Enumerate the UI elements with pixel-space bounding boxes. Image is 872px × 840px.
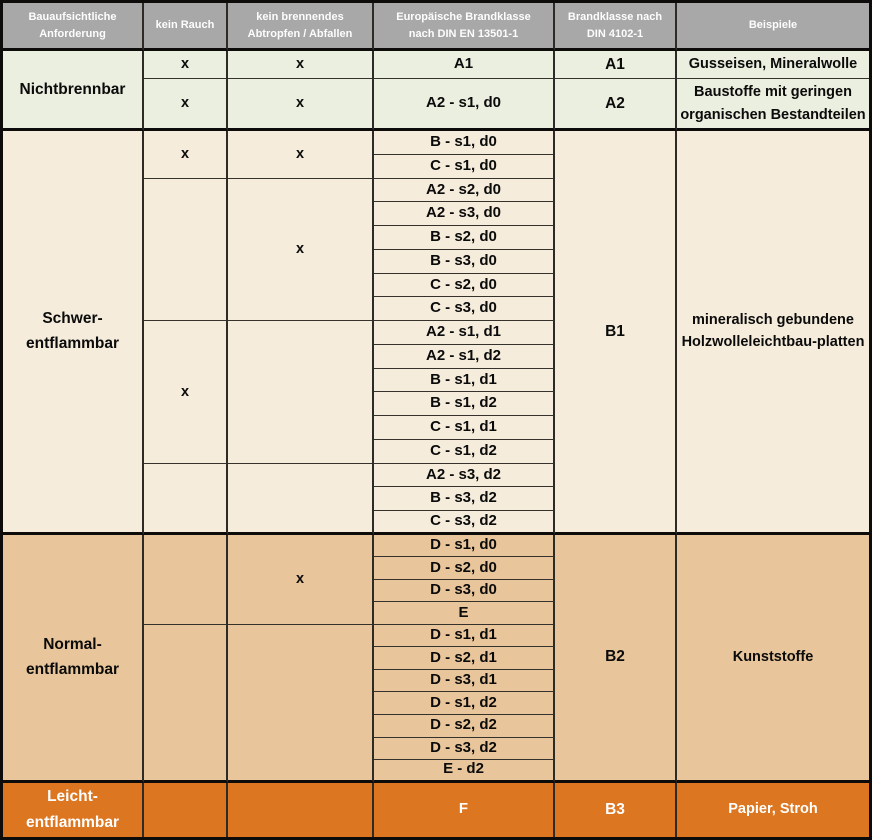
cell-kein-rauch [144,625,228,783]
cell-euro-brandklasse: C - s3, d0 [374,297,555,321]
cell-euro-brandklasse: C - s3, d2 [374,511,555,535]
cell-beispiel: mineralisch gebundene Holzwolleleichtbau-platten [677,131,869,535]
cell-kein-abtropfen [228,625,374,783]
cell-kein-abtropfen: x [228,535,374,625]
cell-kein-abtropfen [228,464,374,535]
cell-euro-brandklasse: D - s1, d1 [374,625,555,648]
cell-euro-brandklasse: C - s1, d0 [374,155,555,179]
cell-beispiel: Baustoffe mit geringen organischen Bestandteilen [677,79,869,131]
cell-euro-brandklasse: A2 - s3, d2 [374,464,555,488]
cell-euro-brandklasse: D - s2, d2 [374,715,555,738]
cell-euro-brandklasse: B - s3, d2 [374,487,555,511]
header-beispiele: Beispiele [677,3,869,51]
section-requirement: Schwer-entflammbar [3,131,144,535]
cell-beispiel: Kunststoffe [677,535,869,783]
cell-kein-rauch [144,535,228,625]
cell-euro-brandklasse: A2 - s1, d0 [374,79,555,131]
cell-euro-brandklasse: C - s1, d1 [374,416,555,440]
section-requirement: Normal-entflammbar [3,535,144,783]
header-din-klasse: Brandklasse nach DIN 4102-1 [555,3,677,51]
cell-kein-abtropfen [228,321,374,464]
cell-euro-brandklasse: D - s2, d1 [374,647,555,670]
cell-euro-brandklasse: E [374,602,555,625]
cell-din-brandklasse: B3 [555,783,677,837]
cell-kein-abtropfen: x [228,131,374,179]
cell-euro-brandklasse: D - s3, d0 [374,580,555,603]
cell-euro-brandklasse: D - s3, d1 [374,670,555,693]
section-requirement: Leicht-entflammbar [3,783,144,837]
cell-euro-brandklasse: A2 - s2, d0 [374,179,555,203]
header-kein-abtropfen: kein brennendes Abtropfen / Abfallen [228,3,374,51]
cell-kein-abtropfen [228,783,374,837]
cell-euro-brandklasse: A2 - s1, d1 [374,321,555,345]
cell-beispiel: Papier, Stroh [677,783,869,837]
cell-euro-brandklasse: D - s1, d2 [374,692,555,715]
header-anforderung: Bauaufsichtliche Anforderung [3,3,144,51]
cell-kein-rauch: x [144,79,228,131]
cell-euro-brandklasse: B - s3, d0 [374,250,555,274]
cell-euro-brandklasse: D - s3, d2 [374,738,555,761]
cell-kein-abtropfen: x [228,79,374,131]
cell-kein-abtropfen: x [228,179,374,322]
header-kein-rauch: kein Rauch [144,3,228,51]
cell-euro-brandklasse: B - s2, d0 [374,226,555,250]
cell-euro-brandklasse: A2 - s1, d2 [374,345,555,369]
cell-euro-brandklasse: F [374,783,555,837]
cell-euro-brandklasse: B - s1, d2 [374,392,555,416]
cell-beispiel: Gusseisen, Mineralwolle [677,51,869,79]
cell-kein-rauch [144,783,228,837]
cell-euro-brandklasse: E - d2 [374,760,555,783]
cell-euro-brandklasse: C - s1, d2 [374,440,555,464]
cell-kein-rauch [144,464,228,535]
cell-kein-abtropfen: x [228,51,374,79]
section-requirement: Nichtbrennbar [3,51,144,131]
cell-euro-brandklasse: B - s1, d1 [374,369,555,393]
cell-din-brandklasse: B2 [555,535,677,783]
cell-din-brandklasse: A1 [555,51,677,79]
cell-euro-brandklasse: A2 - s3, d0 [374,202,555,226]
cell-kein-rauch: x [144,51,228,79]
cell-euro-brandklasse: D - s1, d0 [374,535,555,558]
cell-din-brandklasse: A2 [555,79,677,131]
cell-din-brandklasse: B1 [555,131,677,535]
cell-euro-brandklasse: A1 [374,51,555,79]
cell-kein-rauch: x [144,131,228,179]
cell-kein-rauch [144,179,228,322]
cell-euro-brandklasse: C - s2, d0 [374,274,555,298]
header-euro-klasse: Europäische Brandklasse nach DIN EN 13501-1 [374,3,555,51]
cell-euro-brandklasse: B - s1, d0 [374,131,555,155]
cell-euro-brandklasse: D - s2, d0 [374,557,555,580]
cell-kein-rauch: x [144,321,228,464]
